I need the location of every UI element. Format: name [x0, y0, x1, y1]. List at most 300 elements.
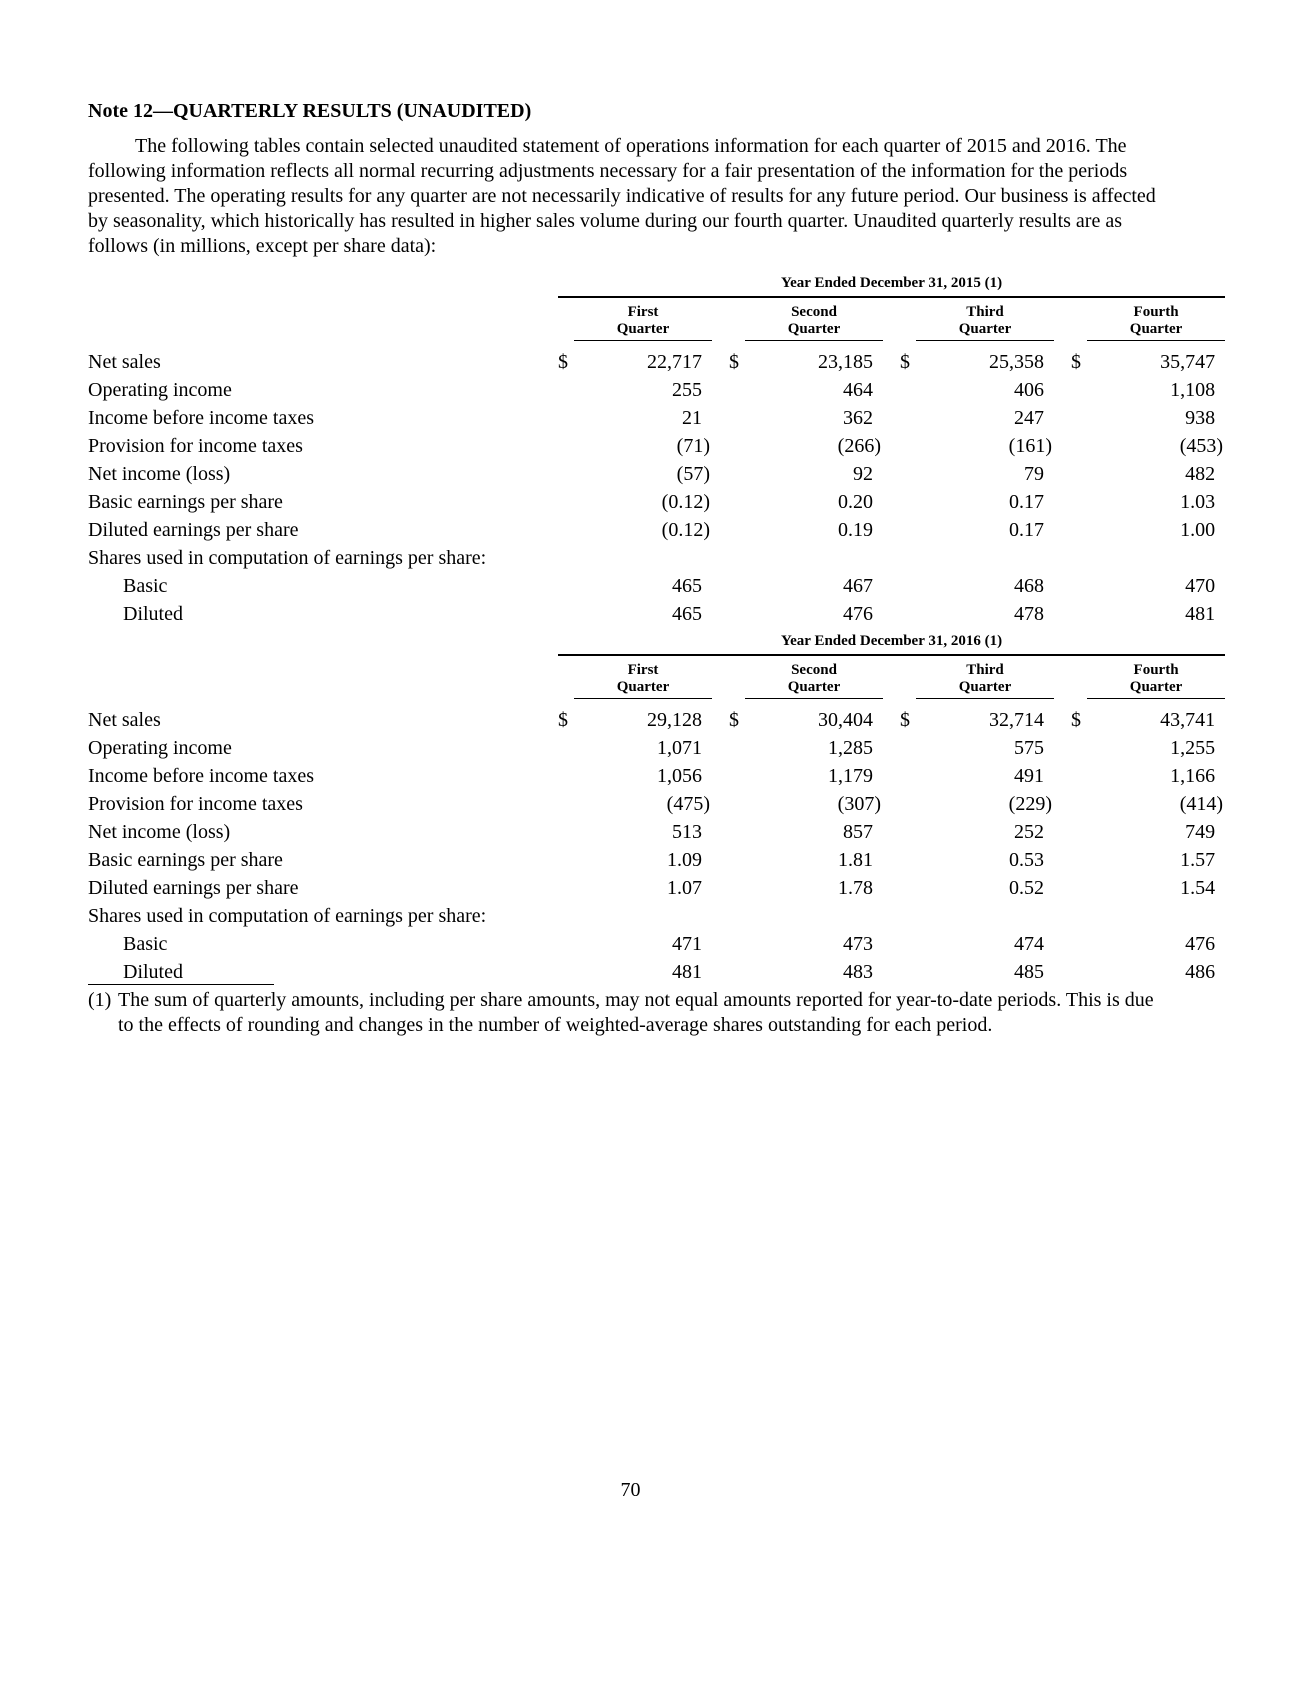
spacer [712, 927, 729, 955]
quarter-header-line: Quarter [787, 679, 841, 695]
quarter-header-line: Quarter [616, 679, 670, 695]
spacer [1054, 485, 1071, 513]
spacer [1054, 787, 1071, 815]
quarter-header-line: Quarter [1129, 679, 1183, 695]
row-label: Diluted earnings per share [88, 877, 299, 899]
footnote-text: The sum of quarterly amounts, including per share amounts, may not equal amounts reported for year-to-date periods. This is due to the effects of rounding and changes in the number of weighted-average shares outstanding for each period. [118, 989, 1154, 1036]
cell-value [574, 541, 712, 569]
cell-value [1087, 541, 1225, 569]
cell-value: (453) [1179, 435, 1224, 457]
currency-symbol [900, 871, 916, 899]
cell-value [916, 899, 1054, 927]
row-label: Provision for income taxes [88, 793, 303, 815]
cell-value: 30,404 [818, 709, 873, 731]
table-row [88, 731, 1225, 759]
quarter-header-q2 [745, 655, 883, 699]
cell-value: 1.03 [1180, 491, 1216, 513]
quarter-header-q4 [1087, 297, 1225, 341]
currency-symbol [1071, 541, 1087, 569]
spacer [883, 699, 900, 732]
currency-symbol [558, 843, 574, 871]
currency-symbol [1071, 843, 1087, 871]
quarter-header-line: Quarter [787, 321, 841, 337]
spacer [1054, 297, 1071, 341]
currency-symbol [558, 513, 574, 541]
cell-value: (0.12) [661, 491, 710, 513]
currency-symbol: $ [729, 351, 739, 373]
note-title: Note 12—QUARTERLY RESULTS (UNAUDITED) [88, 100, 532, 122]
spacer [883, 843, 900, 871]
spacer [1054, 759, 1071, 787]
cell-value: 471 [672, 933, 702, 955]
currency-symbol [900, 955, 916, 983]
currency-symbol [729, 373, 745, 401]
cell-value: 464 [843, 379, 873, 401]
currency-symbol [1071, 927, 1087, 955]
spacer [883, 457, 900, 485]
currency-symbol: $ [900, 709, 910, 731]
cell-value [745, 899, 883, 927]
spacer [558, 655, 574, 699]
cell-value: 21 [682, 407, 702, 429]
cell-value: 35,747 [1160, 351, 1216, 373]
quarter-header-line: Quarter [616, 321, 670, 337]
cell-value: 247 [1014, 407, 1044, 429]
currency-symbol [558, 541, 574, 569]
row-label: Operating income [88, 379, 232, 401]
spacer [900, 297, 916, 341]
currency-symbol [900, 815, 916, 843]
currency-symbol [558, 871, 574, 899]
currency-symbol [558, 731, 574, 759]
spacer [883, 401, 900, 429]
currency-symbol [729, 787, 745, 815]
cell-value [1087, 899, 1225, 927]
spacer [883, 731, 900, 759]
cell-value: 252 [1014, 821, 1044, 843]
spacer [1054, 429, 1071, 457]
cell-value: 0.17 [1009, 491, 1044, 513]
quarter-header-line: Third [966, 304, 1004, 320]
spacer [1054, 927, 1071, 955]
cell-value: 474 [1014, 933, 1044, 955]
cell-value: 476 [843, 603, 873, 625]
currency-symbol [729, 815, 745, 843]
currency-symbol [729, 429, 745, 457]
cell-value: 43,741 [1160, 709, 1216, 731]
currency-symbol [558, 927, 574, 955]
quarter-header-q4 [1087, 655, 1225, 699]
cell-value: (57) [676, 463, 710, 485]
row-label: Basic [123, 933, 168, 955]
table-row [88, 429, 1225, 457]
spacer [883, 871, 900, 899]
cell-value: 1,108 [1170, 379, 1216, 401]
spacer [1054, 731, 1071, 759]
row-label: Provision for income taxes [88, 435, 303, 457]
spacer [729, 297, 745, 341]
cell-value: 478 [1014, 603, 1044, 625]
quarter-header-line: Quarter [958, 321, 1012, 337]
cell-value: 1,071 [657, 737, 702, 759]
table-row [88, 787, 1225, 815]
footnote-rule [88, 984, 274, 985]
row-label: Basic earnings per share [88, 849, 283, 871]
spacer [558, 297, 574, 341]
cell-value: 0.53 [1009, 849, 1044, 871]
spacer [883, 569, 900, 597]
cell-value: 749 [1185, 821, 1216, 843]
currency-symbol [558, 569, 574, 597]
table-row [88, 541, 1225, 569]
spacer [883, 955, 900, 983]
currency-symbol [1071, 731, 1087, 759]
row-label: Diluted earnings per share [88, 519, 299, 541]
cell-value: 1,166 [1170, 765, 1216, 787]
currency-symbol [900, 927, 916, 955]
cell-value: 29,128 [647, 709, 702, 731]
cell-value: 79 [1024, 463, 1044, 485]
currency-symbol [1071, 373, 1087, 401]
cell-value: (307) [837, 793, 881, 815]
currency-symbol [1071, 899, 1087, 927]
table-row [88, 341, 1225, 374]
table-row [88, 759, 1225, 787]
spacer [1054, 899, 1071, 927]
cell-value: 470 [1185, 575, 1216, 597]
quarter-header-line: Third [966, 662, 1004, 678]
row-label: Basic [123, 575, 168, 597]
row-label: Net sales [88, 709, 161, 731]
currency-symbol [729, 759, 745, 787]
currency-symbol [900, 843, 916, 871]
spacer [712, 513, 729, 541]
currency-symbol [729, 871, 745, 899]
currency-symbol [1071, 429, 1087, 457]
currency-symbol [558, 787, 574, 815]
currency-symbol [900, 485, 916, 513]
quarter-header-q1 [574, 297, 712, 341]
table-row [88, 513, 1225, 541]
quarter-header-line: Quarter [958, 679, 1012, 695]
cell-value: 255 [672, 379, 702, 401]
spacer [1071, 297, 1087, 341]
quarter-header-line: First [627, 662, 659, 678]
cell-value: 575 [1014, 737, 1044, 759]
spacer [712, 655, 729, 699]
currency-symbol [900, 759, 916, 787]
currency-symbol [558, 401, 574, 429]
spacer [729, 655, 745, 699]
spacer [883, 297, 900, 341]
cell-value: 481 [672, 961, 702, 983]
currency-symbol: $ [900, 351, 910, 373]
cell-value: 1.09 [667, 849, 702, 871]
currency-symbol [558, 373, 574, 401]
spacer [883, 899, 900, 927]
row-label: Income before income taxes [88, 407, 315, 429]
cell-value: 1.81 [838, 849, 873, 871]
cell-value: 22,717 [647, 351, 702, 373]
spacer [712, 401, 729, 429]
currency-symbol: $ [1071, 351, 1081, 373]
row-label: Shares used in computation of earnings per share: [88, 905, 487, 927]
currency-symbol: $ [558, 351, 568, 373]
spacer [712, 569, 729, 597]
currency-symbol [729, 401, 745, 429]
currency-symbol [729, 457, 745, 485]
spacer [712, 457, 729, 485]
currency-symbol [558, 815, 574, 843]
currency-symbol [900, 429, 916, 457]
spacer [883, 759, 900, 787]
currency-symbol [1071, 787, 1087, 815]
cell-value: 468 [1014, 575, 1044, 597]
currency-symbol [558, 759, 574, 787]
currency-symbol [900, 731, 916, 759]
spacer [883, 927, 900, 955]
quarter-header-q1 [574, 655, 712, 699]
quarter-header-q3 [916, 297, 1054, 341]
cell-value: 1,255 [1170, 737, 1216, 759]
quarterly-results-table-2015 [88, 260, 1225, 625]
currency-symbol [900, 513, 916, 541]
currency-symbol [729, 569, 745, 597]
currency-symbol [729, 513, 745, 541]
cell-value: 1,179 [828, 765, 873, 787]
spacer [1054, 871, 1071, 899]
row-label: Shares used in computation of earnings per share: [88, 547, 487, 569]
spacer [1054, 341, 1071, 374]
spacer [712, 341, 729, 374]
spacer [712, 731, 729, 759]
spacer [1054, 513, 1071, 541]
currency-symbol [558, 485, 574, 513]
spacer [1054, 373, 1071, 401]
table-row [88, 815, 1225, 843]
row-label: Basic earnings per share [88, 491, 283, 513]
currency-symbol: $ [729, 709, 739, 731]
currency-symbol [900, 787, 916, 815]
spacer [88, 260, 558, 297]
cell-value: 1,285 [828, 737, 873, 759]
currency-symbol [729, 485, 745, 513]
cell-value: 23,185 [818, 351, 873, 373]
cell-value: 465 [672, 603, 702, 625]
spacer [712, 297, 729, 341]
spacer [712, 699, 729, 732]
cell-value: (475) [666, 793, 710, 815]
quarterly-results-table-2016 [88, 618, 1225, 983]
spacer [1054, 655, 1071, 699]
cell-value: 483 [843, 961, 873, 983]
quarter-header-q2 [745, 297, 883, 341]
cell-value: 25,358 [989, 351, 1044, 373]
page-number: 70 [620, 1479, 641, 1501]
spacer [1054, 843, 1071, 871]
table-row [88, 899, 1225, 927]
spacer [883, 815, 900, 843]
table-row [88, 457, 1225, 485]
cell-value: (414) [1179, 793, 1224, 815]
currency-symbol [729, 899, 745, 927]
intro-paragraph: The following tables contain selected unaudited statement of operations information for each quarter of 2015 and 2016. The following information reflects all normal recurring adjustments necessary for a fair presentation of the information for the periods presented. The operating results for any quarter are not necessarily indicative of results for any future period. Our business is affected by seasonality, which historically has resulted in higher sales volume during our fourth quarter. Unaudited quarterly results are as follows (in millions, except per share data): [88, 135, 1156, 257]
cell-value: 476 [1185, 933, 1216, 955]
spacer [1054, 569, 1071, 597]
row-label: Net sales [88, 351, 161, 373]
spacer [712, 787, 729, 815]
table-row [88, 485, 1225, 513]
currency-symbol [558, 429, 574, 457]
currency-symbol [558, 955, 574, 983]
cell-value: 485 [1014, 961, 1044, 983]
spacer [712, 815, 729, 843]
cell-value [916, 541, 1054, 569]
spacer [883, 373, 900, 401]
cell-value: 513 [672, 821, 702, 843]
table-row [88, 699, 1225, 732]
currency-symbol [1071, 955, 1087, 983]
row-label: Income before income taxes [88, 765, 315, 787]
cell-value: 362 [843, 407, 873, 429]
footnote-marker: (1) [88, 989, 112, 1011]
spacer [1054, 401, 1071, 429]
spacer [900, 655, 916, 699]
currency-symbol [729, 955, 745, 983]
period-header: Year Ended December 31, 2016 (1) [558, 618, 1225, 655]
table-row [88, 955, 1225, 983]
quarter-header-line: First [627, 304, 659, 320]
cell-value: (71) [676, 435, 710, 457]
currency-symbol [729, 731, 745, 759]
cell-value: 938 [1185, 407, 1216, 429]
spacer [883, 341, 900, 374]
currency-symbol [1071, 569, 1087, 597]
cell-value: (266) [837, 435, 881, 457]
quarter-header-line: Second [791, 662, 837, 678]
row-label: Diluted [123, 603, 183, 625]
currency-symbol [1071, 759, 1087, 787]
currency-symbol [900, 373, 916, 401]
spacer [883, 541, 900, 569]
spacer [883, 655, 900, 699]
period-header: Year Ended December 31, 2015 (1) [558, 260, 1225, 297]
cell-value: 857 [843, 821, 873, 843]
table-row [88, 927, 1225, 955]
spacer [88, 655, 558, 699]
spacer [883, 787, 900, 815]
spacer [1054, 457, 1071, 485]
row-label: Operating income [88, 737, 232, 759]
spacer [712, 843, 729, 871]
spacer [712, 429, 729, 457]
currency-symbol [729, 927, 745, 955]
cell-value: 491 [1014, 765, 1044, 787]
cell-value: 0.52 [1009, 877, 1044, 899]
spacer [1054, 541, 1071, 569]
cell-value: 92 [853, 463, 873, 485]
spacer [712, 759, 729, 787]
cell-value: 406 [1014, 379, 1044, 401]
cell-value: (0.12) [661, 519, 710, 541]
quarter-header-line: Fourth [1133, 304, 1179, 320]
cell-value: 1.78 [838, 877, 873, 899]
cell-value: 0.17 [1009, 519, 1044, 541]
cell-value: 0.20 [838, 491, 873, 513]
spacer [88, 618, 558, 655]
row-label: Net income (loss) [88, 821, 231, 843]
currency-symbol [1071, 457, 1087, 485]
currency-symbol [900, 457, 916, 485]
quarter-header-q3 [916, 655, 1054, 699]
cell-value: 486 [1185, 961, 1216, 983]
cell-value: 1.07 [667, 877, 702, 899]
quarter-header-line: Second [791, 304, 837, 320]
cell-value: (229) [1008, 793, 1052, 815]
quarter-header-line: Fourth [1133, 662, 1179, 678]
currency-symbol [729, 541, 745, 569]
currency-symbol: $ [1071, 709, 1081, 731]
spacer [712, 541, 729, 569]
cell-value: 1.57 [1180, 849, 1216, 871]
cell-value: 473 [843, 933, 873, 955]
currency-symbol [900, 401, 916, 429]
cell-value: 481 [1185, 603, 1216, 625]
row-label: Diluted [123, 961, 183, 983]
cell-value: 0.19 [838, 519, 873, 541]
currency-symbol [900, 569, 916, 597]
currency-symbol [729, 843, 745, 871]
table-row [88, 871, 1225, 899]
cell-value: 482 [1185, 463, 1216, 485]
spacer [883, 485, 900, 513]
spacer [1054, 699, 1071, 732]
currency-symbol [1071, 485, 1087, 513]
spacer [712, 899, 729, 927]
spacer [883, 513, 900, 541]
spacer [1054, 815, 1071, 843]
cell-value: 1.00 [1180, 519, 1216, 541]
table-row [88, 401, 1225, 429]
currency-symbol [558, 899, 574, 927]
currency-symbol [1071, 513, 1087, 541]
spacer [712, 373, 729, 401]
cell-value [745, 541, 883, 569]
currency-symbol [558, 457, 574, 485]
cell-value: (161) [1008, 435, 1052, 457]
cell-value: 32,714 [989, 709, 1044, 731]
spacer [883, 429, 900, 457]
table-row [88, 569, 1225, 597]
spacer [1054, 955, 1071, 983]
currency-symbol [900, 541, 916, 569]
quarter-header-line: Quarter [1129, 321, 1183, 337]
table-row [88, 373, 1225, 401]
spacer [88, 297, 558, 341]
spacer [1071, 655, 1087, 699]
cell-value: 1.54 [1180, 877, 1216, 899]
spacer [712, 955, 729, 983]
currency-symbol [1071, 401, 1087, 429]
cell-value: 465 [672, 575, 702, 597]
currency-symbol: $ [558, 709, 568, 731]
currency-symbol [900, 899, 916, 927]
currency-symbol [1071, 871, 1087, 899]
table-row [88, 843, 1225, 871]
cell-value: 1,056 [657, 765, 702, 787]
row-label: Net income (loss) [88, 463, 231, 485]
currency-symbol [1071, 815, 1087, 843]
